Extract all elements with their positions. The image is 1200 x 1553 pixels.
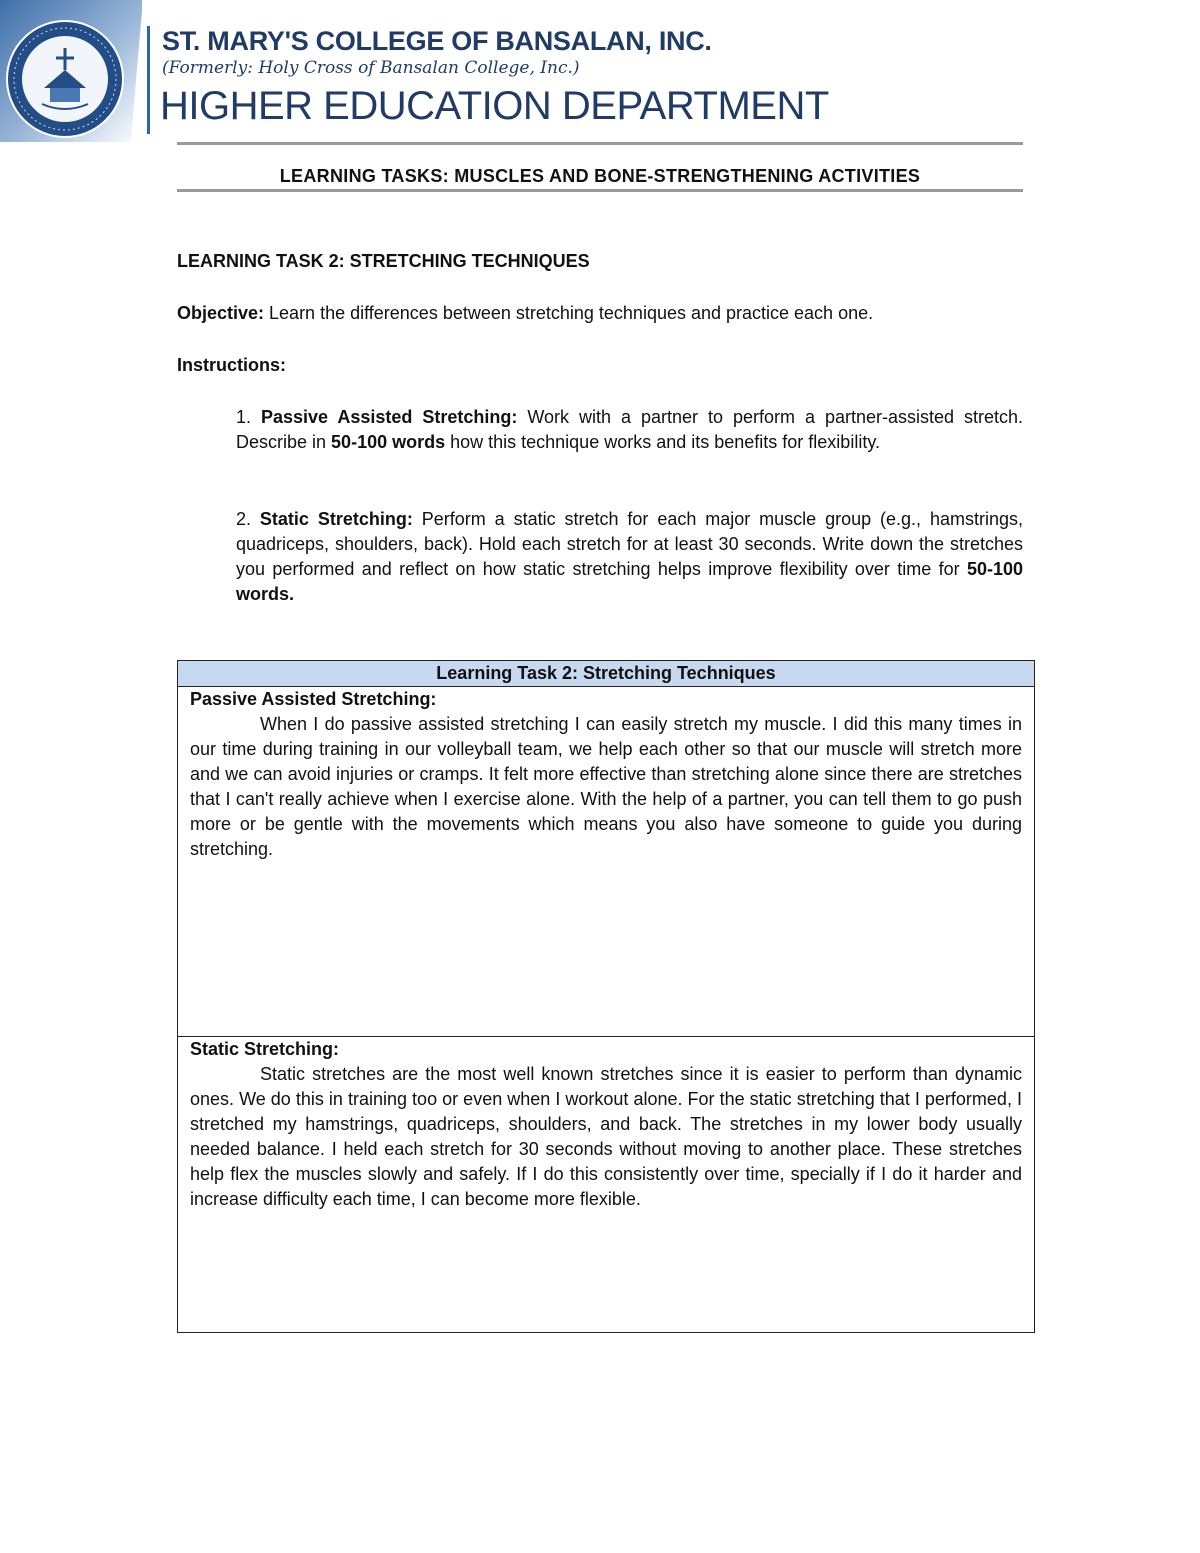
item-emphasis: 50-100 words.: [236, 559, 1023, 604]
item-number: 1.: [236, 407, 261, 427]
instruction-item: [236, 405, 1023, 455]
objective-label: Objective:: [177, 303, 265, 323]
instructions-label: Instructions:: [177, 355, 287, 375]
tasks-title: LEARNING TASKS: MUSCLES AND BONE-STRENGTHENING ACTIVITIES: [279, 166, 921, 186]
former-name: (Formerly: Holy Cross of Bansalan College, Inc.): [162, 58, 580, 78]
answer-table: [177, 660, 1035, 1333]
item-text-end: how this technique works and its benefits for flexibility.: [445, 432, 880, 452]
instruction-item: [236, 507, 1023, 607]
item-text: Work with a partner to perform a partner-assisted stretch. Describe in: [236, 407, 1024, 452]
answer-text: When I do passive assisted stretching I can easily stretch my muscle. I did this many times in our time during training in our volleyball team, we help each other so that our muscle will stretch more and we can avoid injuries or cramps. It felt more effective than stretching alone since there are stretches that I can't really achieve when I exercise alone. With the help of a partner, you can tell them to go push more or be gentle with the movements which means you also have someone to guide you during stretching.: [190, 714, 1022, 859]
item-title: Static Stretching:: [259, 509, 413, 529]
table-header-row: [178, 661, 1035, 687]
school-seal-icon: [4, 18, 126, 140]
objective-text: Learn the differences between stretching techniques and practice each one.: [264, 303, 874, 323]
item-text: Perform a static stretch for each major muscle group (e.g., hamstrings, quadriceps, shoulders, back). Hold each stretch for at least 30 seconds. Write down the stretches you performed and reflect on how static stretching helps improve flexibility over time for: [236, 509, 1023, 579]
answer-cell-passive: [178, 687, 1035, 1037]
title-rule-bottom: [177, 189, 1023, 192]
answer-paragraph: [190, 712, 1022, 862]
answer-text: Static stretches are the most well known stretches since it is easier to perform than dynamic ones. We do this in training too or even when I workout alone. For the static stretching that I performed, I stretched my hamstrings, quadriceps, shoulders, and back. The stretches in my lower body usually needed balance. I held each stretch for 30 seconds without moving to another place. These stretches help flex the muscles slowly and safely. If I do this consistently over time, specially if I do it harder and increase difficulty each time, I can become more flexible.: [190, 1064, 1022, 1209]
row-label: Static Stretching:: [190, 1039, 340, 1059]
objective: [177, 301, 1023, 326]
task-heading: LEARNING TASK 2: STRETCHING TECHNIQUES: [177, 251, 590, 271]
table-row: [178, 1037, 1035, 1333]
school-name: ST. MARY'S COLLEGE OF BANSALAN, INC.: [162, 26, 712, 56]
header-divider: [147, 26, 150, 134]
row-label: Passive Assisted Stretching:: [190, 689, 437, 709]
title-rule-top: [177, 142, 1023, 145]
logo-background: [0, 0, 142, 142]
table-row: [178, 687, 1035, 1037]
table-header: Learning Task 2: Stretching Techniques: [178, 661, 1035, 687]
item-title: Passive Assisted Stretching:: [261, 407, 518, 427]
answer-cell-static: [178, 1037, 1035, 1333]
item-number: 2.: [236, 509, 260, 529]
answer-paragraph: [190, 1062, 1022, 1212]
item-emphasis: 50-100 words: [331, 432, 446, 452]
department-name: HIGHER EDUCATION DEPARTMENT: [160, 84, 829, 128]
